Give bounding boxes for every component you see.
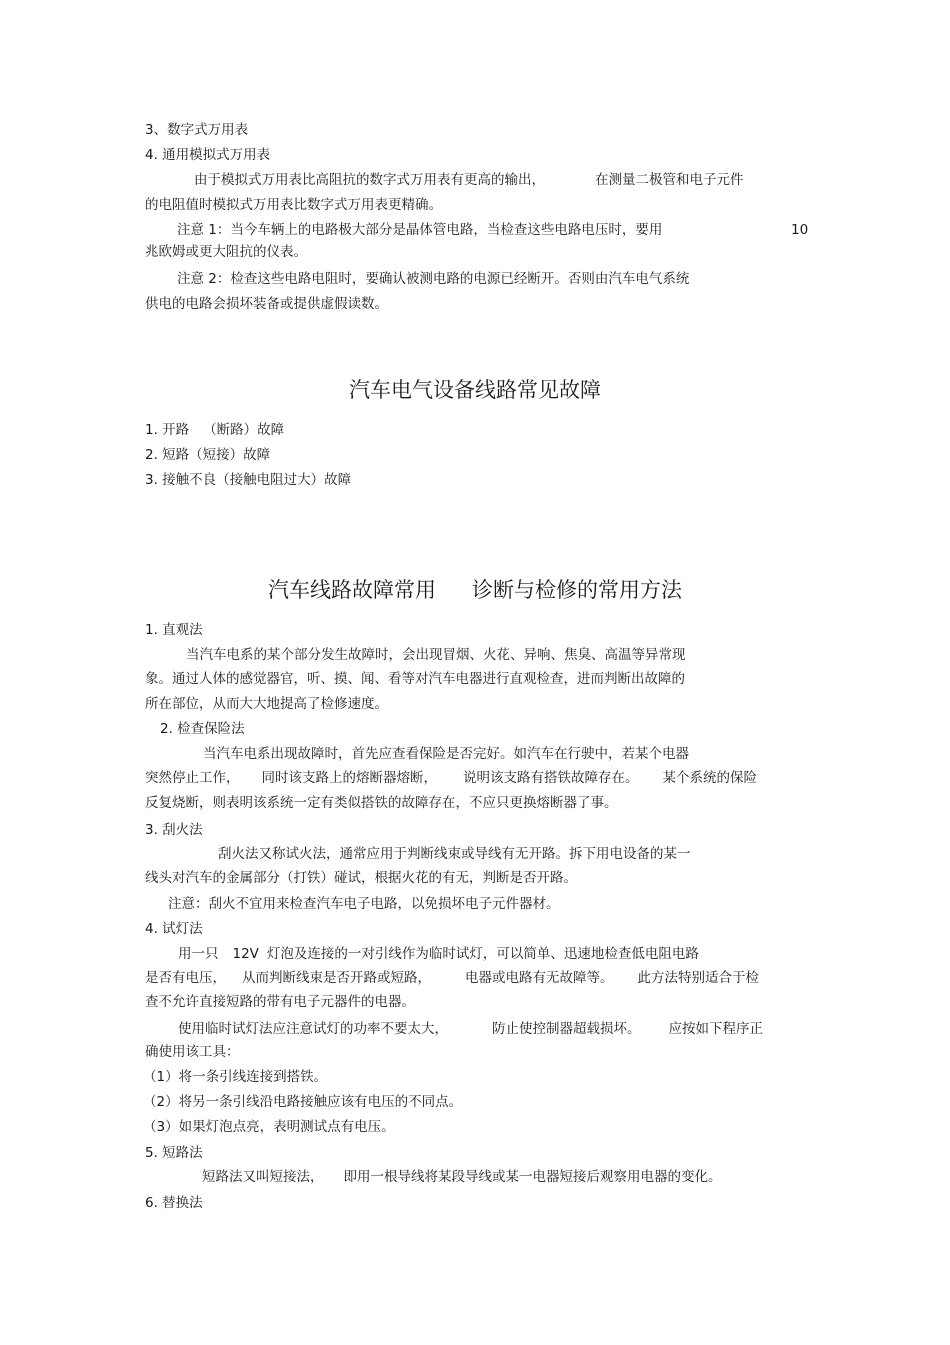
list-item: （2）将另一条引线沿电路接触应该有电压的不同点。 xyxy=(143,1094,463,1110)
text-span: 说明该支路有搭铁故障存在。 xyxy=(463,770,639,786)
section-title: 汽车电气设备线路常见故障 xyxy=(349,378,601,402)
note-line: 兆欧姆或更大阻抗的仪表。 xyxy=(145,244,307,260)
text-span: 此方法特别适合于检 xyxy=(637,970,759,986)
text-span: （断路）故障 xyxy=(203,422,285,438)
text-span: 由于模拟式万用表比高阻抗的数字式万用表有更高的输出， xyxy=(194,172,545,188)
paragraph-line: 象。通过人体的感觉器官，听、摸、闻、看等对汽车电器进行直观检查，进而判断出故障的 xyxy=(145,671,685,687)
paragraph-line: 当汽车电系的某个部分发生故障时，会出现冒烟、火花、异响、焦臭、高温等异常现 xyxy=(186,647,686,663)
list-item: （1）将一条引线连接到搭铁。 xyxy=(143,1069,328,1085)
method-heading: 6. 替换法 xyxy=(145,1195,203,1211)
method-heading: 4. 试灯法 xyxy=(145,921,203,937)
paragraph-line xyxy=(194,171,744,189)
title-span: 汽车线路故障常用 xyxy=(268,578,436,602)
list-item: （3）如果灯泡点亮，表明测试点有电压。 xyxy=(143,1119,395,1135)
text-span: 即用一根导线将某段导线或某一电器短接后观察用电器的变化。 xyxy=(343,1169,722,1185)
method-heading: 2. 检查保险法 xyxy=(160,721,245,737)
list-item: 3、数字式万用表 xyxy=(145,122,249,138)
method-heading: 1. 直观法 xyxy=(145,622,203,638)
text-span: 在测量二极管和电子元件 xyxy=(595,172,744,188)
title-span: 诊断与检修的常用方法 xyxy=(472,578,682,602)
text-span: 用一只 xyxy=(178,946,219,962)
method-heading: 5. 短路法 xyxy=(145,1145,203,1161)
text-span: 从而判断线束是否开路或短路， xyxy=(242,970,431,986)
method-heading: 3. 刮火法 xyxy=(145,822,203,838)
text-span: 某个系统的保险 xyxy=(662,770,757,786)
note-line: 注意 2：检查这些电路电阻时，要确认被测电路的电源已经断开。否则由汽车电气系统 xyxy=(177,271,690,287)
paragraph-line xyxy=(202,1168,722,1186)
paragraph-line: 的电阻值时模拟式万用表比数字式万用表更精确。 xyxy=(145,197,442,213)
list-item: 3. 接触不良（接触电阻过大）故障 xyxy=(145,472,352,488)
list-item: 2. 短路（短接）故障 xyxy=(145,447,271,463)
list-item xyxy=(145,421,284,439)
paragraph-line xyxy=(178,1020,763,1038)
text-span: 电器或电路有无故障等。 xyxy=(465,970,614,986)
text-span: 1. 开路 xyxy=(145,422,190,438)
text-span: 防止使控制器超载损坏。 xyxy=(492,1021,641,1037)
paragraph-line: 刮火法又称试火法，通常应用于判断线束或导线有无开路。拆下用电设备的某一 xyxy=(218,846,691,862)
note-line xyxy=(177,221,662,239)
paragraph-line xyxy=(178,945,699,963)
paragraph-line: 线头对汽车的金属部分（打铁）碰试，根据火花的有无，判断是否开路。 xyxy=(145,870,577,886)
note-line: 供电的电路会损坏装备或提供虚假读数。 xyxy=(145,296,388,312)
paragraph-line: 当汽车电系出现故障时，首先应查看保险是否完好。如汽车在行驶中，若某个电器 xyxy=(203,746,689,762)
text-span: 应按如下程序正 xyxy=(668,1021,763,1037)
text-span: 灯泡及连接的一对引线作为临时试灯，可以简单、迅速地检查低电阻电路 xyxy=(266,946,699,962)
text-span: 是否有电压， xyxy=(145,970,226,986)
note-line: 注意：刮火不宜用来检查汽车电子电路，以免损坏电子元件器材。 xyxy=(168,896,560,912)
text-span: 使用临时试灯法应注意试灯的功率不要太大， xyxy=(178,1021,448,1037)
paragraph-line: 确使用该工具： xyxy=(145,1044,240,1060)
paragraph-line xyxy=(145,969,759,987)
text-span: 12V xyxy=(232,946,259,962)
paragraph-line: 查不允许直接短路的带有电子元器件的电器。 xyxy=(145,994,415,1010)
text-span: 突然停止工作， xyxy=(145,770,240,786)
text-span: 注意 1：当今车辆上的电路极大部分是晶体管电路，当检查这些电路电压时，要用 xyxy=(177,222,663,238)
text-span: 短路法又叫短接法， xyxy=(202,1169,324,1185)
paragraph-line: 所在部位，从而大大地提高了检修速度。 xyxy=(145,696,388,712)
paragraph-line xyxy=(145,769,757,787)
list-item: 4. 通用模拟式万用表 xyxy=(145,147,271,163)
paragraph-line: 反复烧断，则表明该系统一定有类似搭铁的故障存在，不应只更换熔断器了事。 xyxy=(145,795,618,811)
section-title xyxy=(0,576,950,604)
text-span: 同时该支路上的熔断器熔断， xyxy=(261,770,437,786)
note-number: 10 xyxy=(791,222,809,238)
